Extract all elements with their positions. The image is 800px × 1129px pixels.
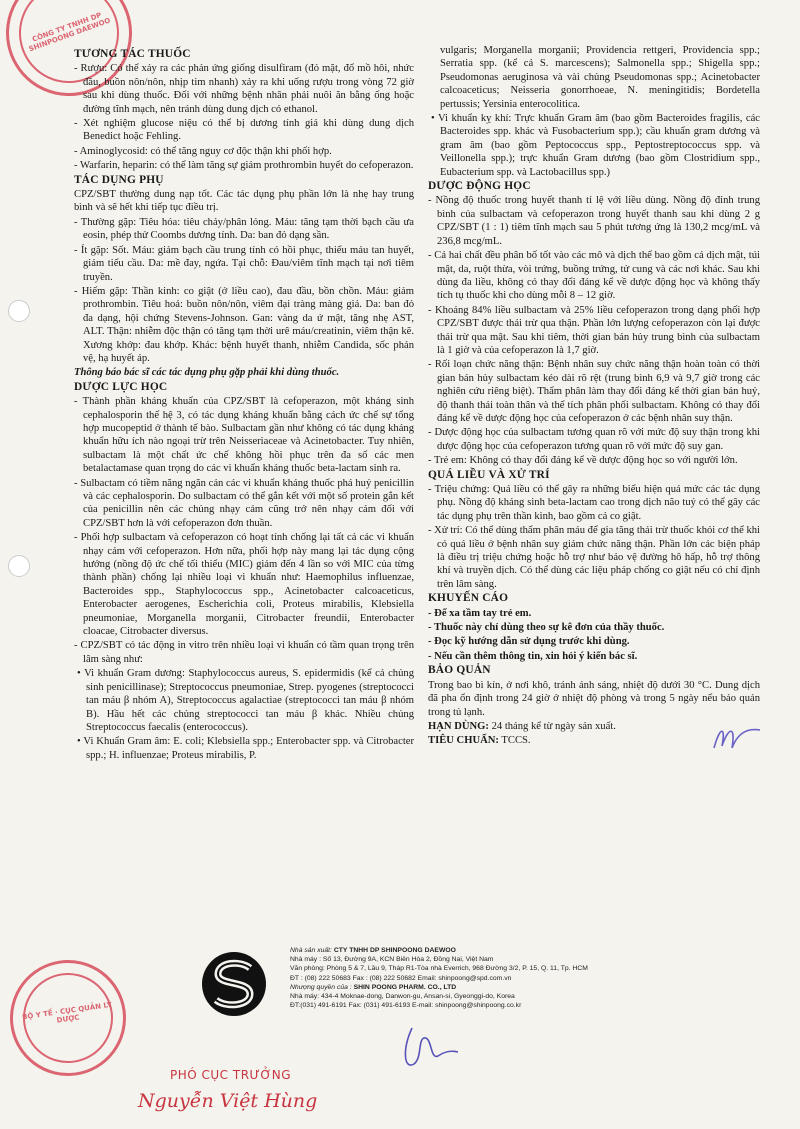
section-pharmacodynamics: DƯỢC LỰC HỌC (74, 380, 168, 393)
shelf-life-value: 24 tháng kể từ ngày sản xuất. (491, 720, 616, 732)
side-effects-uncommon: - Ít gặp: Sốt. Máu: giảm bạch cầu trung tính có hồi phục, thiếu máu tan huyết, giảm tiểu cầu. Da: mề đay, ngứa. Tại chỗ: Đau/viêm tĩnh mạch tại nơi tiêm truyền. (74, 244, 414, 283)
side-effects-intro: CPZ/SBT thường dung nạp tốt. Các tác dụng phụ phần lớn là nhẹ hay trung bình và sẽ hết khi tiếp tục điều trị. (74, 189, 414, 214)
punch-hole-top (8, 300, 30, 322)
licensor-address: Nhà máy: 434-4 Moknae-dong, Danwon-gu, Ansan-si, Gyeonggi-do, Korea (290, 993, 515, 1001)
section-storage: BẢO QUẢN (428, 664, 491, 677)
section-overdose: QUÁ LIỀU VÀ XỬ TRÍ (428, 468, 550, 481)
pharmacodynamics-3: - Phối hợp sulbactam và cefoperazon có hoạt tính chống lại tất cả các vi khuẩn nhạy cảm với cefoperazon. Hơn nữa, phối hợp này mang lại tác dụng cộng hưởng (nồng độ ức chế tối thiểu (MIC) giảm đến 4 lần so với MIC của từng thành phần) chống lại nhiều loại vi khuẩn như: Haemophilus influenzae, Bacteroides spp., Staphylococcus spp., Acinetobacter calcoaceticus, Enterobacter aerogenes, Escherichia coli, Proteus mirabilis, Klebsiella pneumoniae, Morganella morganii, Citrobacter freundii, Enterobacter cloacae, Citrobacter diversus. (74, 532, 414, 638)
pharmacokinetics-1: - Nồng độ thuốc trong huyết thanh tỉ lệ với liều dùng. Nồng độ đỉnh trung bình của sulbactam và cefoperazon trong huyết thanh sau khi dùng 2 g CPZ/SBT (1 : 1) tiêm tĩnh mạch sau 5 phút tương ứng là 130,2 mcg/mL và 236,8 mcg/mL. (428, 195, 760, 247)
stamp-bottom (2, 952, 133, 1083)
storage-text: Trong bao bì kín, ở nơi khô, tránh ánh sáng, nhiệt độ dưới 30 °C. Dung dịch đã pha ổn định trong 24 giờ ở nhiệt độ phòng và trong 5 ngày nếu bảo quản trong tủ lạnh. (428, 679, 760, 718)
pharmacokinetics-4: - Dược động học của sulbactam tương quan rõ với mức độ suy thận trong khi dược động học của cefoperazon tương quan rõ với mức độ suy gan. (428, 427, 760, 452)
initials-signature (708, 718, 768, 758)
signer-name: Nguyễn Việt Hùng (138, 1090, 318, 1112)
warning-1: - Để xa tầm tay trẻ em. (428, 607, 532, 619)
gram-negative-list: • Vi Khuẩn Gram âm: E. coli; Klebsiella spp.; Enterobacter spp. và Citrobacter spp.; H. influenzae; Proteus mirabilis, P. (77, 736, 414, 761)
interaction-alcohol: - Rượu: Có thể xảy ra các phản ứng giống disulfiram (đỏ mặt, đổ mồ hôi, nhức đầu, buồn nôn/nôn, nhịp tim nhanh) xảy ra khi uống rượu trong vòng 72 giờ sau khi dùng thuốc. Đối với những bệnh nhân phải nuôi ăn bằng ống hoặc đường tĩnh mạch, nên tránh dùng dung dịch có ethanol. (74, 63, 414, 115)
overdose-symptoms: - Triệu chứng: Quá liều có thể gây ra những biểu hiện quá mức các tác dụng phụ. Nồng độ kháng sinh beta-lactam cao trong dịch não tuỷ có thể gây các tác dụng phụ trên thần kinh, bao gồm cả co giật. (428, 484, 760, 522)
manufacturer-info (290, 946, 730, 1010)
manufacturer-label: Nhà sản xuất: (290, 947, 332, 954)
warning-3: - Đọc kỹ hướng dẫn sử dụng trước khi dùng. (428, 636, 630, 648)
pharmacokinetics-3: - Khoảng 84% liều sulbactam và 25% liều cefoperazon trong dạng phối hợp CPZ/SBT được thải trừ qua thận. Phần lớn lượng cefoperazon còn lại được thải trừ qua mật. Sau khi tiêm, thời gian bán hủy trung bình của sulbactam là 1 giờ và của cefoperazon là 1,7 giờ. (428, 304, 760, 356)
standard-label: TIÊU CHUẨN: (428, 735, 499, 747)
right-column (428, 44, 760, 749)
interaction-warfarin: - Warfarin, heparin: có thể làm tăng sự giảm prothrombin huyết do cefoperazon. (74, 160, 414, 172)
section-warnings: KHUYẾN CÁO (428, 592, 509, 605)
pharmacodynamics-4: - CPZ/SBT có tác động in vitro trên nhiều loại vi khuẩn có tầm quan trọng trên lâm sàng như: (74, 640, 414, 665)
section-pharmacokinetics: DƯỢC ĐỘNG HỌC (428, 180, 531, 193)
pharmacokinetics-2: - Cả hai chất đều phân bố tốt vào các mô và dịch thể bao gồm cả dịch mật, túi mật, da, ruột thừa, vòi trứng, buồng trứng, tử cung và các nơi khác. Sau khi dùng đa liều, không có thay đổi đáng kể về dược động học và không thấy tích tụ thuốc khi cho dùng mỗi 8 – 12 giờ. (428, 250, 760, 302)
licensor-name: SHIN POONG PHARM. CO., LTD (353, 983, 457, 991)
pharmacodynamics-1: - Thành phần kháng khuẩn của CPZ/SBT là cefoperazon, một kháng sinh cephalosporin thế hệ 3, có tác dụng kháng khuẩn bằng cách ức chế sự tổng hợp mucopeptid ở thành tế bào. Sulbactam gần như không có tác dụng kháng khuẩn hữu ích nào ngoại trừ trên Neisseriaceae và Acinetobacter. Tuy nhiên, sulbactam là một chất ức chế không hồi phục trên đa số các men betalactamase quan trọng do các vi khuẩn kháng thuốc beta-lactam sinh ra. (74, 396, 414, 475)
pharmacokinetics-renal: - Rối loạn chức năng thận: Bệnh nhân suy chức năng thận hoàn toàn có thời gian bán hủy sulbactam kéo dài rõ rệt (trung bình 6,9 và 9,7 giờ trong các nghiên cứu riêng biệt). Thẩm phân làm thay đổi đáng kể thời gian bán huỷ, độ thanh thải toàn thân và thể tích phân phối sulbactam. Không có thay đổi đáng kể về dược động học của cefoperazon ở các bệnh nhân suy thận. (428, 359, 760, 424)
pharmacokinetics-children: - Trẻ em: Không có thay đổi đáng kể về dược động học so với người lớn. (428, 455, 738, 467)
signer-title: PHÓ CỤC TRƯỞNG (170, 1068, 292, 1082)
manufacturer-contact: ĐT : (08) 222 50683 Fax : (08) 222 50682 Email: shinpoong@spd.com.vn (290, 974, 512, 982)
licensor-label: Nhượng quyền của : (290, 983, 352, 991)
side-effects-rare: - Hiếm gặp: Thần kinh: co giật (ở liều cao), đau đầu, bồn chồn. Máu: giảm prothrombin. Tiêu hoá: buồn nôn/nôn, viêm đại tràng màng giả. Da: ban đỏ đa dạng, hội chứng Stevens-Johnson. Gan: vàng da ứ mật, tăng nhẹ AST, ALT. Thận: nhiễm độc thận có tăng tạm thời urê máu/creatinin, viêm thận kẽ. Xương khớp: đau khớp. Khác: bệnh huyết thanh, nhiễm Candida, sốc phản vệ, hạ huyết áp. (74, 285, 414, 364)
stamp-bottom-text: BỘ Y TẾ · CỤC QUẢN LÝ DƯỢC (21, 1000, 113, 1025)
side-effects-common: - Thường gặp: Tiêu hóa: tiêu chảy/phân lỏng. Máu: tăng tạm thời bạch cầu ưa eosin, phép thử Coombs dương tính. Da: ban đỏ dạng sần. (74, 216, 414, 242)
left-column (74, 48, 414, 763)
pharmacodynamics-2: - Sulbactam có tiềm năng ngăn cản các vi khuẩn kháng thuốc phá huỷ penicillin và các cephalosporin. Do sulbactam có thể gắn kết với một số protein gắn kết của penicillin nên các chủng nhạy cảm cũng trở nên nhạy cảm đối với CPZ/SBT hơn là với cefoperazon đơn thuần. (74, 477, 414, 529)
shelf-life-label: HẠN DÙNG: (428, 720, 489, 732)
company-logo (200, 950, 268, 1018)
licensor-contact: ĐT:(031) 491-6191 Fax: (031) 491-6193 E-mail: shinpoong@shinpoong.co.kr (290, 1002, 522, 1010)
manufacturer-name: CTY TNHH DP SHINPOONG DAEWOO (333, 947, 456, 954)
factory-address: Nhà máy : Số 13, Đường 9A, KCN Biên Hòa 2, Đồng Nai, Việt Nam (290, 956, 494, 964)
office-address: Văn phòng: Phòng 5 & 7, Lầu 9, Tháp R1-Tòa nhà Everrich, 968 Đường 3/2, P. 15, Q. 11, Tp. HCM (290, 965, 588, 973)
punch-hole-bottom (8, 555, 30, 577)
gram-negative-continued: vulgaris; Morganella morganii; Providencia rettgeri, Providencia spp.; Serratia spp. (kể cả S. marcescens); Salmonella spp.; Shigella spp.; Pseudomonas aeruginosa và vài chủng Pseudomonas spp.; Acinetobacter calcoaceticus; Neisseria gonorrhoeae, N. meningitidis; Bordetella pertussis; Yersinia enterocolitica. (440, 45, 760, 110)
section-side-effects: TÁC DỤNG PHỤ (74, 173, 164, 186)
overdose-treatment: - Xử trí: Có thể dùng thẩm phân máu để gia tăng thải trừ thuốc khỏi cơ thể khi có quá liều ở bệnh nhân suy giảm chức năng thận. Phần lớn các biện pháp là điều trị triệu chứng hoặc hỗ trợ như bảo vệ đường hô hấp, hỗ trợ thông khí và truyền dịch. Có thể dùng các liệu pháp chống co giật nếu có chỉ định trên lâm sàng. (428, 525, 760, 590)
official-signature (392, 1020, 462, 1080)
anaerobic-list: • Vi khuẩn kỵ khí: Trực khuẩn Gram âm (bao gồm Bacteroides fragilis, các Bacteroides spp. khác và Fusobacterium spp.); cầu khuẩn gram dương và gram âm (bao gồm Peptococcus spp., Peptostreptococcus spp. và Veillonella spp.); trực khuẩn Gram dương (bao gồm Clostridium spp., Eubacterium spp. và Lactobacillus spp.) (431, 113, 760, 178)
standard-value: TCCS. (501, 735, 531, 747)
stamp-top-text: CÔNG TY TNHH DP SHINPOONG DAEWOO (27, 11, 112, 54)
warning-4: - Nếu cần thêm thông tin, xin hỏi ý kiến bác sĩ. (428, 650, 638, 662)
interaction-glucose: - Xét nghiệm glucose niệu có thể bị dương tính giả khi dùng dung dịch Benedict hoặc Fehling. (74, 118, 414, 143)
interaction-aminoglycosid: - Aminoglycosid: có thể tăng nguy cơ độc thận khi phối hợp. (74, 145, 332, 157)
warning-2: - Thuốc này chỉ dùng theo sự kê đơn của thầy thuốc. (428, 622, 665, 634)
section-drug-interactions: TƯƠNG TÁC THUỐC (74, 48, 191, 60)
gram-positive-list: • Vi khuẩn Gram dương: Staphylococcus aureus, S. epidermidis (kể cả chủng sinh penicillinase); Streptococcus pneumoniae, Strep. pyogenes (streptococci tan máu β nhóm A), Streptococcus agalactiae (streptococci tan máu β nhóm B). Hầu hết các chủng streptococci tan máu β khác. Nhiều chủng Streptococcus faecalis (enterococcus). (77, 668, 414, 733)
side-effects-note: Thông báo bác sĩ các tác dụng phụ gặp phải khi dùng thuốc. (74, 367, 340, 379)
